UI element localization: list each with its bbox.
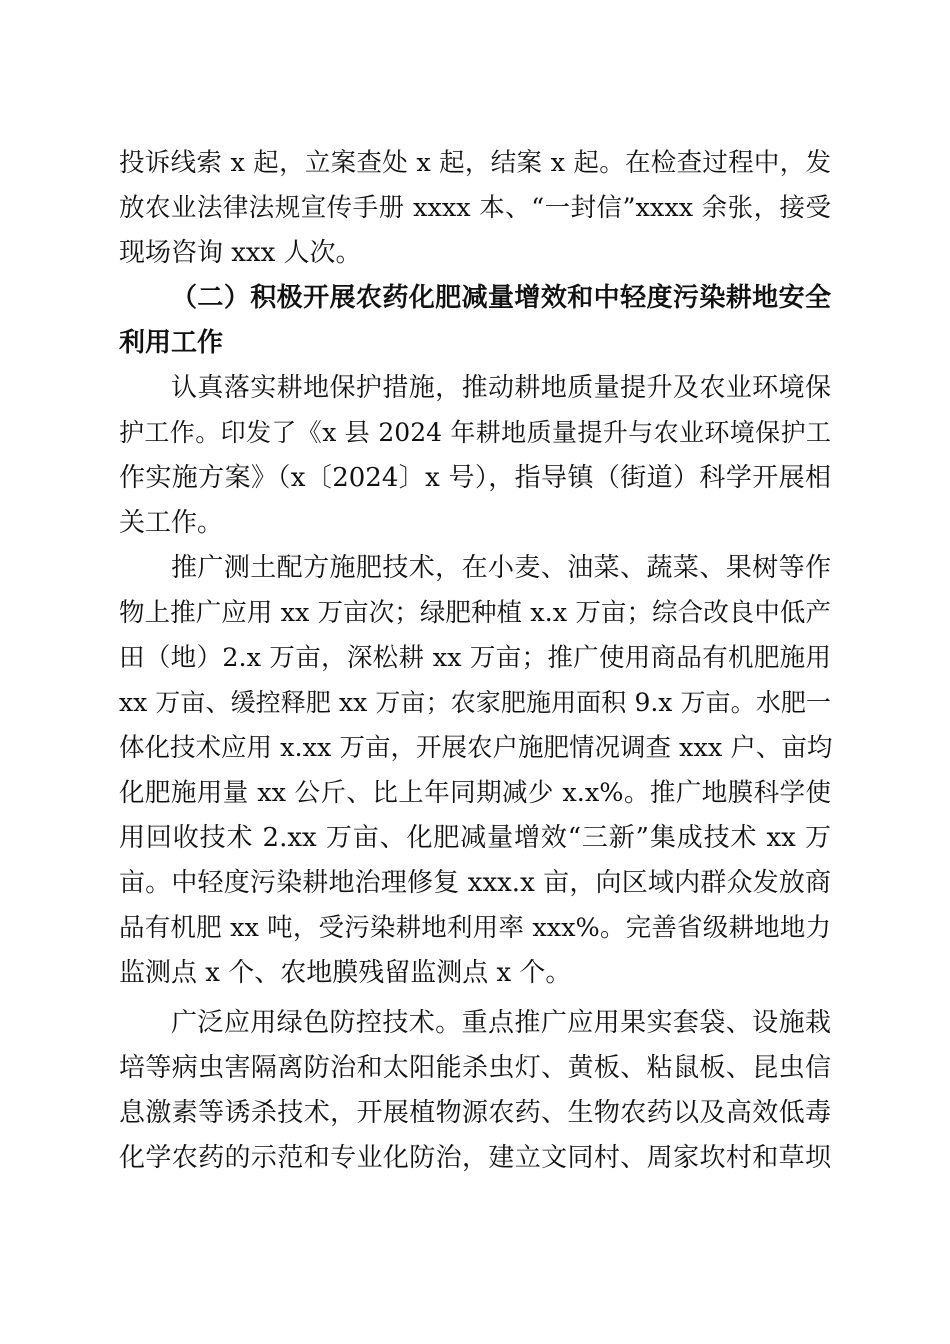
section-heading: （二）积极开展农药化肥减量增效和中轻度污染耕地安全	[171, 283, 831, 313]
text-line: 培等病虫害隔离防治和太阳能杀虫灯、黄板、粘鼠板、昆虫信	[119, 1053, 831, 1083]
text-line: 现场咨询 xxx 人次。	[119, 238, 362, 268]
text-line: 亩。中轻度污染耕地治理修复 xxx.x 亩，向区域内群众发放商	[119, 868, 831, 898]
text-line: 广泛应用绿色防控技术。重点推广应用果实套袋、设施栽	[171, 1008, 831, 1038]
text-line: 品有机肥 xx 吨，受污染耕地利用率 xxx%。完善省级耕地地力	[119, 913, 831, 943]
text-line: xx 万亩、缓控释肥 xx 万亩；农家肥施用面积 9.x 万亩。水肥一	[119, 688, 831, 717]
text-line: 关工作。	[119, 508, 224, 538]
text-line: 推广测土配方施肥技术，在小麦、油菜、蔬菜、果树等作	[171, 553, 831, 583]
text-line: 监测点 x 个、农地膜残留监测点 x 个。	[119, 958, 572, 988]
text-line: 用回收技术 2.xx 万亩、化肥减量增效“三新”集成技术 xx 万	[119, 823, 831, 853]
text-line: 认真落实耕地保护措施，推动耕地质量提升及农业环境保	[171, 373, 831, 403]
section-heading: 利用工作	[119, 328, 224, 358]
text-line: 护工作。印发了《x 县 2024 年耕地质量提升与农业环境保护工	[119, 418, 831, 447]
text-line: 投诉线索 x 起，立案查处 x 起，结案 x 起。在检查过程中，发	[119, 148, 831, 178]
text-line: 息激素等诱杀技术，开展植物源农药、生物农药以及高效低毒	[119, 1098, 831, 1128]
text-line: 化肥施用量 xx 公斤、比上年同期减少 x.x%。推广地膜科学使	[119, 778, 831, 808]
text-line: 化学农药的示范和专业化防治，建立文同村、周家坎村和草坝	[119, 1143, 831, 1173]
text-line: 体化技术应用 x.xx 万亩，开展农户施肥情况调查 xxx 户、亩均	[119, 733, 833, 763]
text-line: 田（地）2.x 万亩，深松耕 xx 万亩；推广使用商品有机肥施用	[119, 643, 831, 673]
text-line: 物上推广应用 xx 万亩次；绿肥种植 x.x 万亩；综合改良中低产	[119, 598, 831, 628]
text-line: 作实施方案》（x〔2024〕x 号），指导镇（街道）科学开展相	[119, 463, 831, 493]
text-line: 放农业法律法规宣传手册 xxxx 本、“一封信”xxxx 余张，接受	[119, 193, 831, 223]
